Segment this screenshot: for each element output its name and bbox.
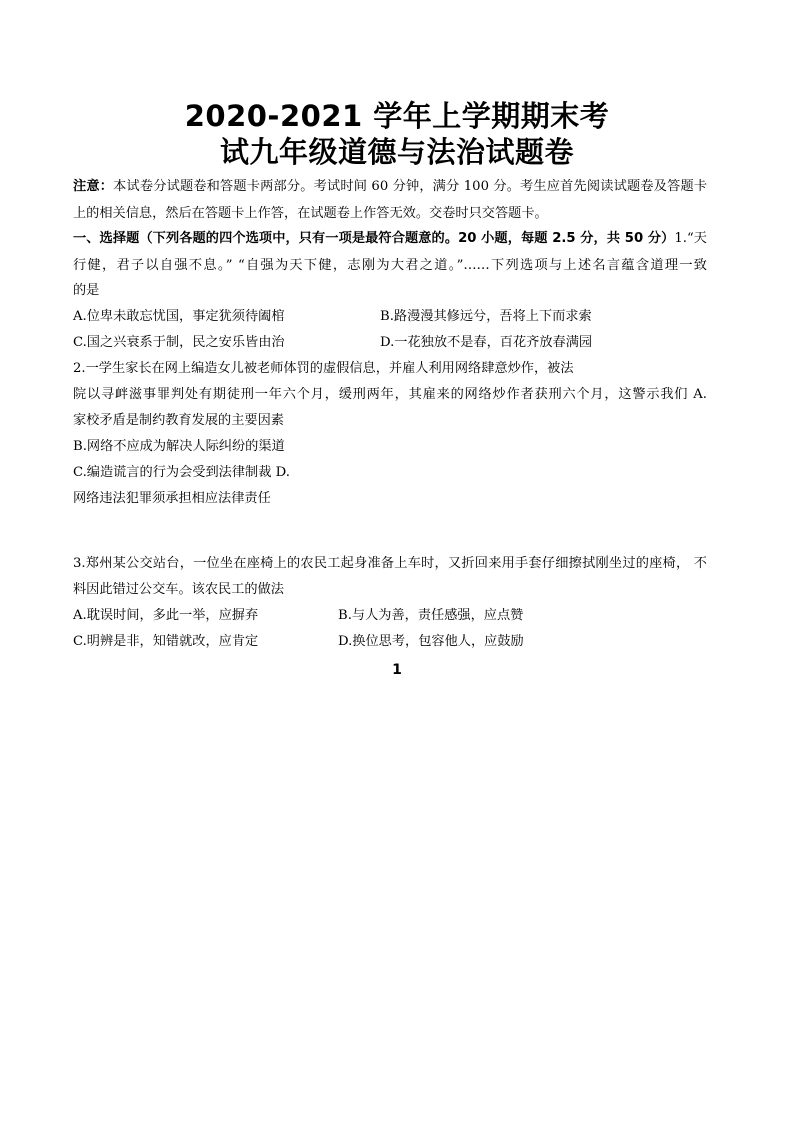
q1-option-b: B.路漫漫其修远兮，吾将上下而求索 xyxy=(380,309,592,324)
q1-line-1: 1.“天 xyxy=(674,231,707,246)
q3-option-b: B.与人为善，责任感强，应点赞 xyxy=(338,608,524,623)
section1-heading-line xyxy=(73,229,707,249)
q2-line-2: 院以寻衅滋事罪判处有期徒刑一年六个月，缓刑两年，其雇来的网络炒作者获刑六个月，这警示我们 A. xyxy=(73,387,707,402)
q2-line-6: 网络违法犯罪须承担相应法律责任 xyxy=(73,491,271,506)
q1-option-a: A.位卑未敢忘忧国，事定犹须待阖棺 xyxy=(73,309,285,324)
q2-line-3: 家校矛盾是制约教育发展的主要因素 xyxy=(73,413,284,428)
notice-text-1: 本试卷分试题卷和答题卡两部分。考试时间 60 分钟，满分 100 分。考生应首先阅读试题卷及答题卡 xyxy=(113,179,708,194)
exam-title-line-2: 试九年级道德与法治试题卷 xyxy=(219,135,574,169)
q3-line-1: 3.郑州某公交站台，一位坐在座椅上的农民工起身准备上车时，又折回来用手套仔细擦拭刚坐过的座椅， 不 xyxy=(73,556,707,571)
notice-line-1 xyxy=(73,177,707,197)
q1-option-c: C.国之兴衰系于制，民之安乐皆由治 xyxy=(73,335,285,350)
q2-line-4: B.网络不应成为解决人际纠纷的渠道 xyxy=(73,439,285,454)
notice-label: 注意： xyxy=(73,179,114,194)
q3-line-2: 料因此错过公交车。该农民工的做法 xyxy=(73,582,284,597)
section1-heading: 一、选择题（下列各题的四个选项中，只有一项是最符合题意的。20 小题，每题 2.5 分，共 50 分） xyxy=(73,231,675,246)
q3-option-c: C.明辨是非，知错就改，应肯定 xyxy=(73,634,259,649)
q1-line-3: 的是 xyxy=(73,283,100,298)
page-number: 1 xyxy=(392,662,402,678)
q2-line-5: C.编造谎言的行为会受到法律制裁 D. xyxy=(73,465,290,480)
q2-line-1: 2.一学生家长在网上编造女儿被老师体罚的虚假信息，并雇人利用网络肆意炒作，被法 xyxy=(73,361,574,376)
exam-title-line-1: 2020-2021 学年上学期期末考 xyxy=(184,99,610,133)
notice-line-2: 上的相关信息，然后在答题卡上作答，在试题卷上作答无效。交卷时只交答题卡。 xyxy=(73,206,548,221)
q3-option-d: D.换位思考，包容他人，应鼓励 xyxy=(338,634,524,649)
q3-option-a: A.耽误时间，多此一举，应摒弃 xyxy=(73,608,259,623)
q1-option-d: D.一花独放不是春，百花齐放春满园 xyxy=(380,335,593,350)
q1-line-2: 行健，君子以自强不息。” “自强为天下健，志刚为大君之道。”……下列选项与上述名言蕴含道理一致 xyxy=(73,258,707,273)
